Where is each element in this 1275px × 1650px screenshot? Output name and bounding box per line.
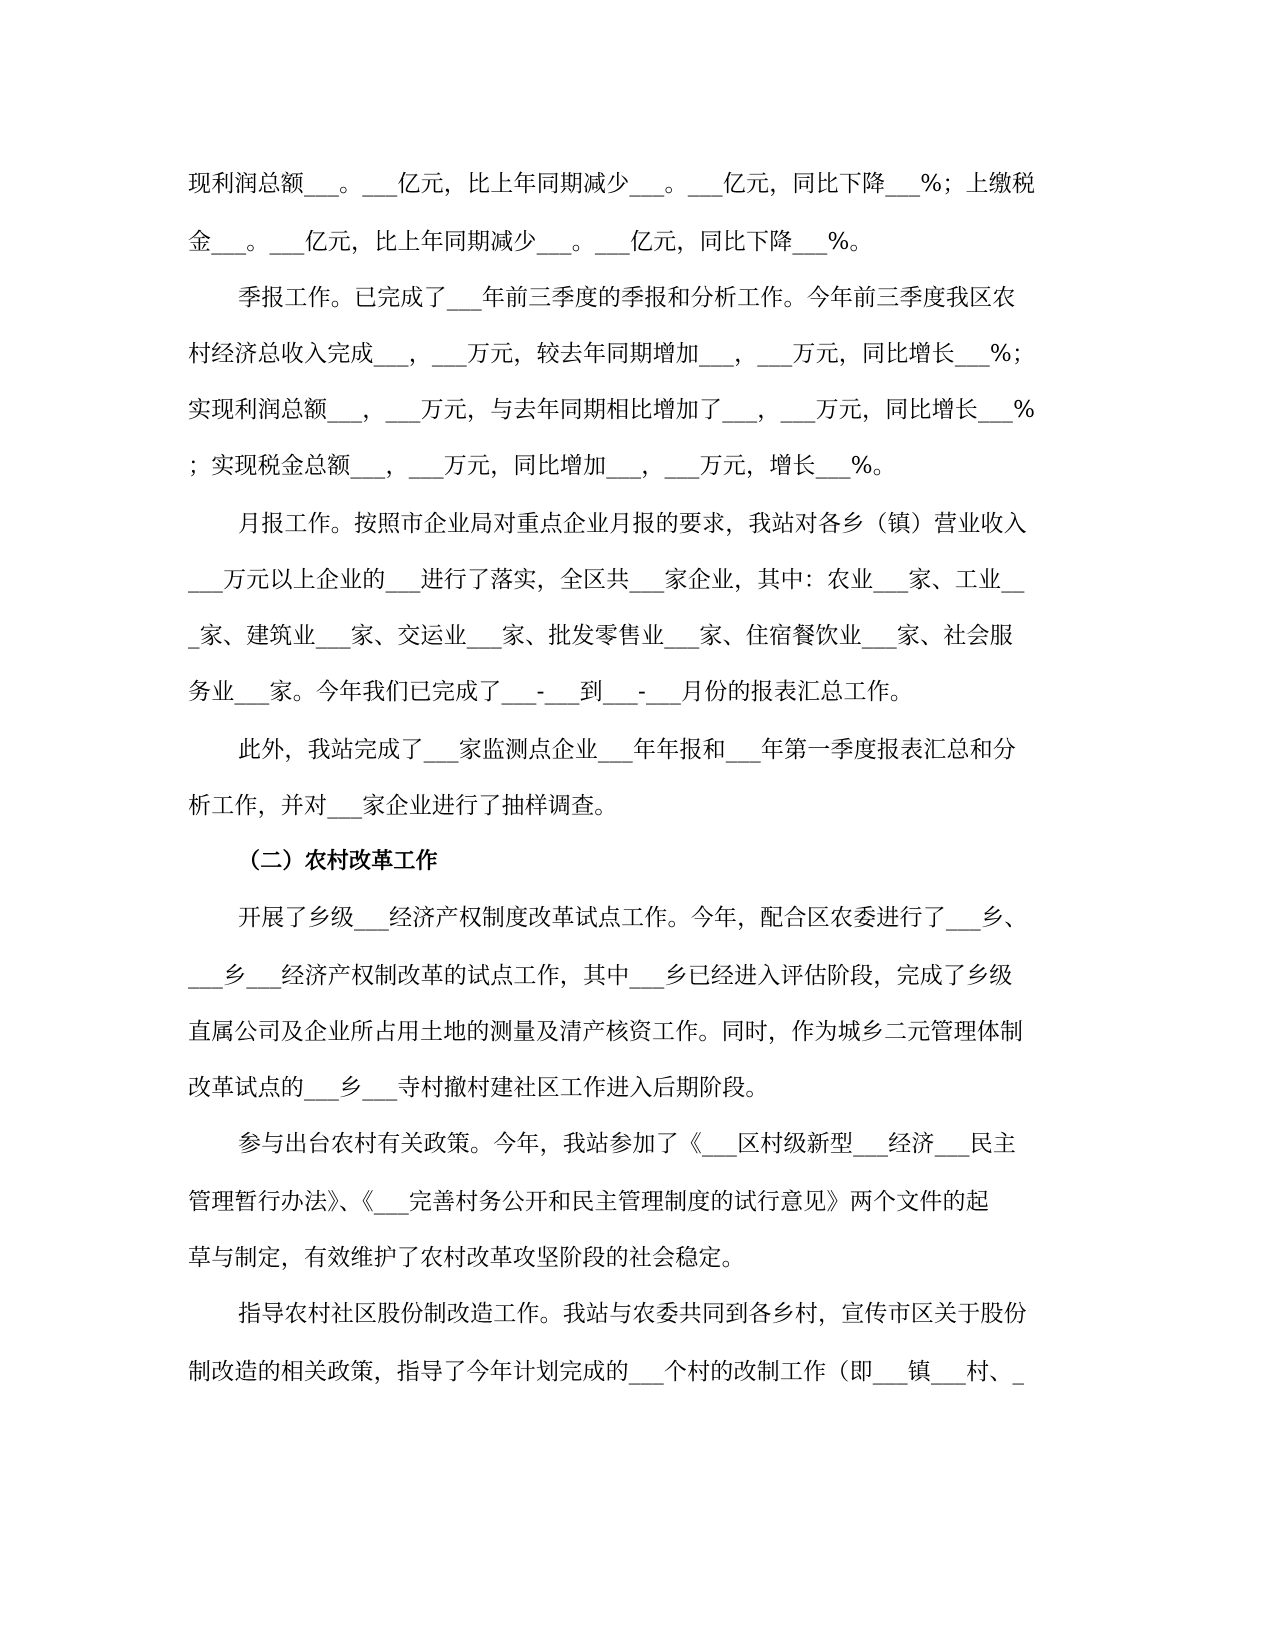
paragraph-1-line-2: 金___。___亿元，比上年同期减少___。___亿元，同比下降___%。	[188, 229, 873, 255]
paragraph-6-line-2: 管理暂行办法》、《___完善村务公开和民主管理制度的试行意见》两个文件的起	[188, 1189, 989, 1215]
paragraph-3-line-2: ___万元以上企业的___进行了落实，全区共___家企业，其中：农业___家、工业__	[188, 567, 1025, 593]
paragraph-5-line-4: 改革试点的___乡___寺村撤村建社区工作进入后期阶段。	[188, 1075, 769, 1101]
paragraph-7-line-1: 指导农村社区股份制改造工作。我站与农委共同到各乡村，宣传市区关于股份	[238, 1301, 1027, 1327]
paragraph-2-line-1: 季报工作。已完成了___年前三季度的季报和分析工作。今年前三季度我区农	[238, 285, 1016, 311]
paragraph-3-line-4: 务业___家。今年我们已完成了___-___到___-___月份的报表汇总工作。	[188, 679, 914, 705]
paragraph-4-line-2: 析工作，并对___家企业进行了抽样调查。	[188, 793, 618, 819]
paragraph-6-line-3: 草与制定，有效维护了农村改革攻坚阶段的社会稳定。	[188, 1245, 745, 1271]
paragraph-2-line-2: 村经济总收入完成___，___万元，较去年同期增加___，___万元，同比增长___%；	[188, 341, 1036, 367]
paragraph-5-line-1: 开展了乡级___经济产权制度改革试点工作。今年，配合区农委进行了___乡、	[238, 905, 1028, 931]
paragraph-7-line-2: 制改造的相关政策，指导了今年计划完成的___个村的改制工作（即___镇___村、_	[188, 1359, 1025, 1385]
paragraph-6-line-1: 参与出台农村有关政策。今年，我站参加了《___区村级新型___经济___民主	[238, 1131, 1017, 1157]
paragraph-2-line-3: 实现利润总额___，___万元，与去年同期相比增加了___，___万元，同比增长___%	[188, 397, 1036, 423]
section-heading: （二）农村改革工作	[238, 849, 438, 874]
paragraph-3-line-1: 月报工作。按照市企业局对重点企业月报的要求，我站对各乡（镇）营业收入	[238, 511, 1027, 537]
paragraph-3-line-3: _家、建筑业___家、交运业___家、批发零售业___家、住宿餐饮业___家、社会服	[188, 623, 1013, 649]
paragraph-1-line-1: 现利润总额___。___亿元，比上年同期减少___。___亿元，同比下降___%；上缴税	[188, 171, 1036, 197]
paragraph-4-line-1: 此外，我站完成了___家监测点企业___年年报和___年第一季度报表汇总和分	[238, 737, 1017, 763]
paragraph-2-line-4: ；实现税金总额___，___万元，同比增加___，___万元，增长___%。	[188, 453, 896, 479]
paragraph-5-line-2: ___乡___经济产权制改革的试点工作，其中___乡已经进入评估阶段，完成了乡级	[188, 963, 1013, 989]
paragraph-5-line-3: 直属公司及企业所占用土地的测量及清产核资工作。同时，作为城乡二元管理体制	[188, 1019, 1024, 1045]
